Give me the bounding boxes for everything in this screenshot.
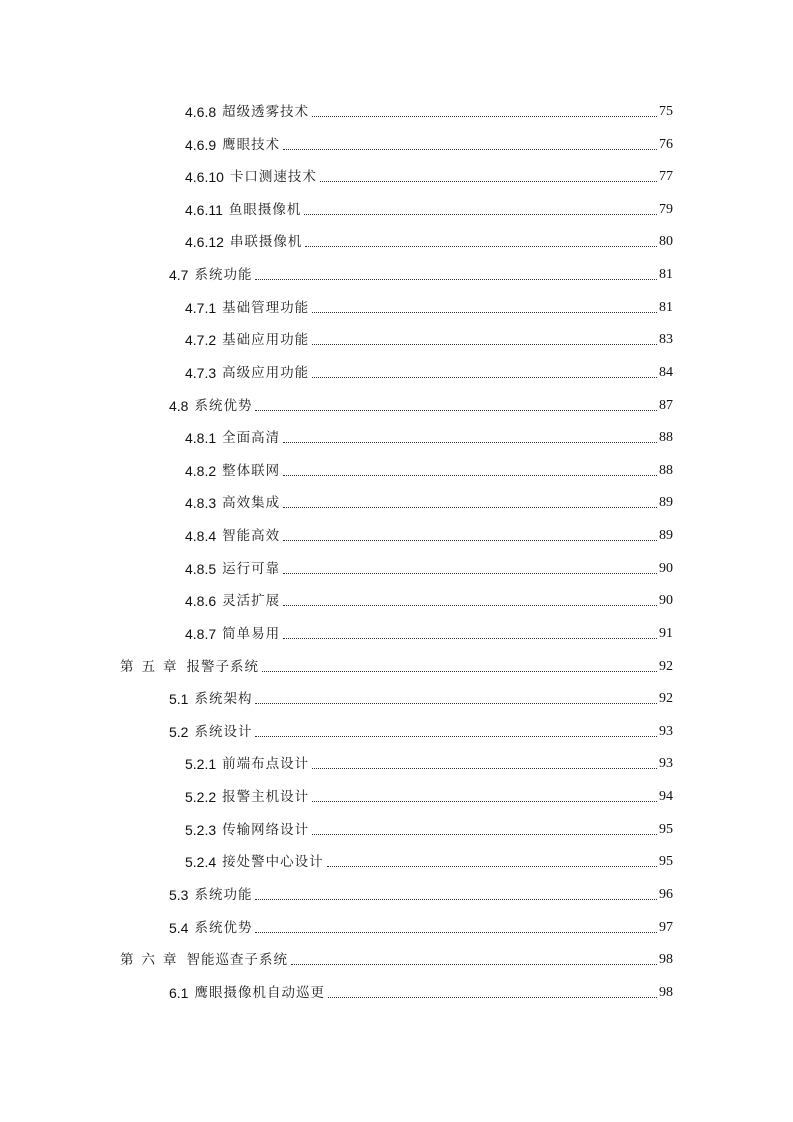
toc-title: 高效集成 [222, 495, 281, 511]
toc-page-number: 97 [659, 920, 673, 935]
toc-title: 系统优势 [194, 398, 253, 414]
toc-title: 超级透雾技术 [222, 104, 310, 120]
dot-leader [312, 786, 657, 808]
toc-number: 5.2.2 [185, 789, 217, 805]
toc-entry[interactable] [169, 884, 673, 906]
toc-title: 智能巡查子系统 [186, 952, 288, 968]
dot-leader [255, 884, 657, 906]
toc-title: 串联摄像机 [229, 234, 303, 250]
toc-page-number: 89 [659, 528, 673, 543]
toc-entry[interactable] [169, 395, 673, 417]
toc-number: 4.7.1 [185, 300, 217, 316]
dot-leader [312, 101, 657, 123]
toc-title: 报警主机设计 [222, 789, 310, 805]
toc-page-number: 93 [659, 724, 673, 739]
toc-page-number: 83 [659, 332, 673, 347]
toc-title: 鹰眼摄像机自动巡更 [194, 985, 325, 1001]
toc-number: 5.4 [169, 920, 189, 936]
toc-title: 报警子系统 [186, 659, 259, 675]
toc-entry[interactable] [185, 297, 673, 319]
dot-leader [291, 949, 657, 971]
dot-leader [283, 525, 657, 547]
toc-page-number: 79 [659, 202, 673, 217]
toc-title: 卡口测速技术 [229, 169, 317, 185]
dot-leader [328, 982, 657, 1004]
dot-leader [283, 134, 657, 156]
toc-chapter-entry[interactable] [120, 949, 673, 971]
toc-entry[interactable] [185, 166, 673, 188]
toc-page-number: 87 [659, 398, 673, 413]
toc-number: 4.7 [169, 267, 189, 283]
dot-leader [262, 656, 657, 678]
toc-number: 5.3 [169, 887, 189, 903]
toc-entry[interactable] [185, 101, 673, 123]
toc-number: 4.6.10 [185, 169, 224, 185]
toc-entry[interactable] [169, 721, 673, 743]
toc-page-number: 94 [659, 789, 673, 804]
toc-entry[interactable] [185, 819, 673, 841]
dot-leader [327, 851, 657, 873]
toc-entry[interactable] [185, 525, 673, 547]
dot-leader [312, 329, 657, 351]
dot-leader [283, 427, 657, 449]
toc-entry[interactable] [185, 134, 673, 156]
toc-page-number: 88 [659, 463, 673, 478]
dot-leader [283, 460, 657, 482]
toc-entry[interactable] [185, 460, 673, 482]
toc-number: 4.6.8 [185, 104, 217, 120]
dot-leader [255, 917, 657, 939]
toc-title: 灵活扩展 [222, 593, 281, 609]
toc-title: 接处警中心设计 [222, 854, 324, 870]
toc-page-number: 84 [659, 365, 673, 380]
toc-number: 4.8.4 [185, 528, 217, 544]
toc-entry[interactable] [185, 558, 673, 580]
chapter-label: 第六章 [120, 952, 185, 968]
toc-page-number: 77 [659, 169, 673, 184]
toc-title: 智能高效 [222, 528, 281, 544]
toc-entry[interactable] [169, 982, 673, 1004]
toc-entry[interactable] [185, 623, 673, 645]
dot-leader [304, 199, 657, 221]
toc-title: 鱼眼摄像机 [228, 202, 302, 218]
dot-leader [312, 297, 657, 319]
toc-number: 4.6.11 [185, 202, 223, 218]
dot-leader [283, 590, 657, 612]
toc-number: 6.1 [169, 985, 189, 1001]
toc-entry[interactable] [185, 231, 673, 253]
toc-page-number: 90 [659, 593, 673, 608]
toc-page-number: 90 [659, 561, 673, 576]
toc-page-number: 88 [659, 430, 673, 445]
toc-page-number: 96 [659, 887, 673, 902]
dot-leader [283, 492, 657, 514]
toc-title: 前端布点设计 [222, 756, 310, 772]
toc-number: 5.1 [169, 691, 189, 707]
toc-chapter-entry[interactable] [120, 656, 673, 678]
toc-page-number: 81 [659, 267, 673, 282]
toc-page-number: 93 [659, 756, 673, 771]
toc-number: 5.2.3 [185, 822, 217, 838]
toc-number: 4.8.2 [185, 463, 217, 479]
toc-entry[interactable] [185, 492, 673, 514]
toc-title: 系统架构 [194, 691, 253, 707]
toc-number: 4.8.3 [185, 495, 217, 511]
toc-title: 全面高清 [222, 430, 281, 446]
toc-number: 4.8 [169, 398, 189, 414]
toc-title: 系统设计 [194, 724, 253, 740]
dot-leader [283, 623, 657, 645]
toc-page-number: 95 [659, 822, 673, 837]
toc-entry[interactable] [185, 590, 673, 612]
toc-number: 4.6.12 [185, 234, 224, 250]
toc-page-number: 92 [659, 691, 673, 706]
dot-leader [320, 166, 657, 188]
dot-leader [255, 721, 657, 743]
toc-entry[interactable] [169, 264, 673, 286]
dot-leader [255, 264, 657, 286]
dot-leader [255, 688, 657, 710]
toc-number: 4.8.6 [185, 593, 217, 609]
toc-title: 系统功能 [194, 887, 253, 903]
toc-page-number: 91 [659, 626, 673, 641]
toc-title: 基础管理功能 [222, 300, 310, 316]
toc-page-number: 80 [659, 234, 673, 249]
toc-number: 4.8.5 [185, 561, 217, 577]
chapter-label: 第五章 [120, 659, 185, 675]
dot-leader [312, 819, 657, 841]
toc-entry[interactable] [185, 786, 673, 808]
toc-entry[interactable] [185, 851, 673, 873]
toc-number: 4.8.1 [185, 430, 217, 446]
toc-number: 4.7.2 [185, 332, 217, 348]
toc-title: 简单易用 [222, 626, 281, 642]
toc-title: 高级应用功能 [222, 365, 310, 381]
toc-page-number: 92 [659, 659, 673, 674]
dot-leader [255, 395, 657, 417]
toc-title: 基础应用功能 [222, 332, 310, 348]
toc-entry[interactable] [185, 362, 673, 384]
toc-page-number: 89 [659, 495, 673, 510]
toc-page-number: 75 [659, 104, 673, 119]
toc-entry[interactable] [185, 199, 673, 221]
toc-entry[interactable] [169, 917, 673, 939]
toc-title: 系统优势 [194, 920, 253, 936]
toc-entry[interactable] [185, 329, 673, 351]
toc-number: 4.8.7 [185, 626, 217, 642]
toc-entry[interactable] [169, 688, 673, 710]
toc-page-number: 76 [659, 137, 673, 152]
toc-entry[interactable] [185, 753, 673, 775]
dot-leader [312, 362, 657, 384]
toc-title: 鹰眼技术 [222, 137, 281, 153]
toc-number: 5.2.4 [185, 854, 217, 870]
toc-title: 整体联网 [222, 463, 281, 479]
toc-number: 4.7.3 [185, 365, 217, 381]
toc-number: 4.6.9 [185, 137, 217, 153]
dot-leader [283, 558, 657, 580]
toc-page-number: 95 [659, 854, 673, 869]
toc-page-number: 98 [659, 985, 673, 1000]
toc-page-number: 98 [659, 952, 673, 967]
toc-title: 系统功能 [194, 267, 253, 283]
toc-number: 5.2 [169, 724, 189, 740]
toc-title: 运行可靠 [222, 561, 281, 577]
dot-leader [305, 231, 657, 253]
toc-title: 传输网络设计 [222, 822, 310, 838]
toc-page-number: 81 [659, 300, 673, 315]
toc-entry[interactable] [185, 427, 673, 449]
dot-leader [312, 753, 657, 775]
toc-number: 5.2.1 [185, 756, 217, 772]
